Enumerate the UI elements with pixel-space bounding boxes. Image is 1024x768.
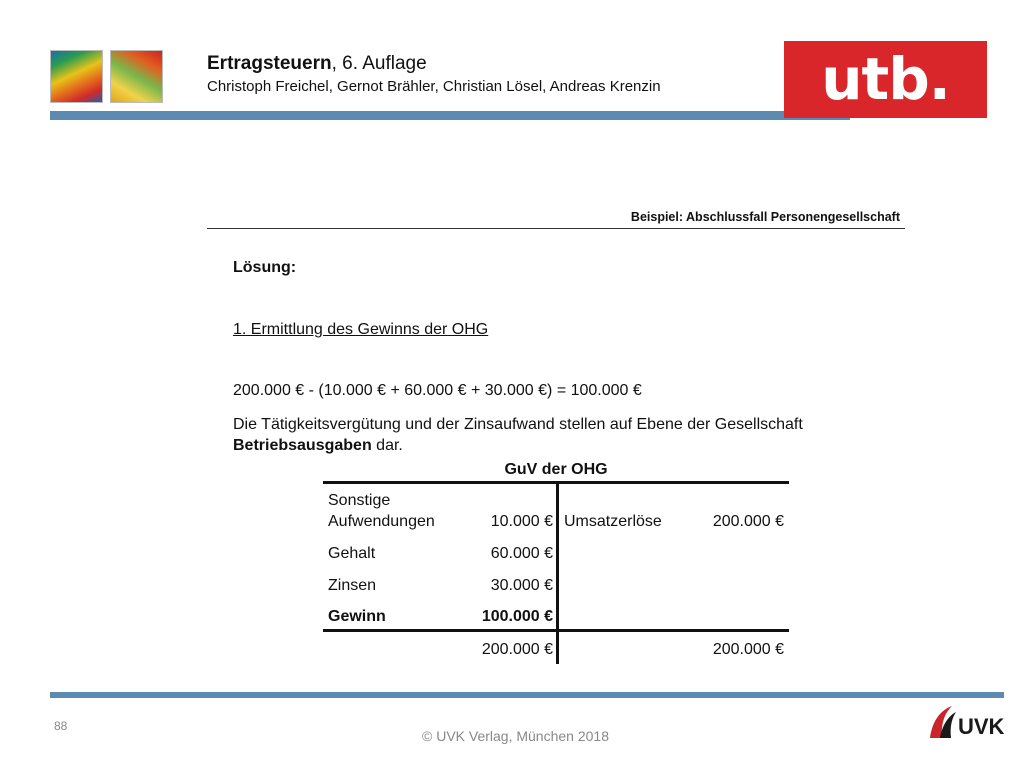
cover-thumbnail-2 [110,50,163,103]
book-title [207,53,427,75]
copyright-notice: © UVK Verlag, München 2018 [422,728,609,744]
guv-row-label [328,490,435,532]
guv-row-amount: 10.000 € [490,513,553,530]
solution-label: Lösung: [233,259,297,276]
guv-row-label-line2: Aufwendungen [328,513,435,530]
utb-logo: utb. [784,41,987,118]
header-divider-bar [50,111,850,120]
explanation-bold-term: Betriebsausgaben [233,437,372,454]
explanation-paragraph [233,414,933,456]
explanation-text-2: dar. [371,437,403,454]
page-number: 88 [54,719,68,733]
guv-row-label: Zinsen [328,577,377,594]
guv-total-line [323,629,789,632]
book-title-bold: Ertragsteuern [207,53,332,74]
profit-formula: 200.000 € - (10.000 € + 60.000 € + 30.000 €) = 100.000 € [233,382,642,399]
guv-right-total: 200.000 € [712,641,784,658]
guv-row-label-line1: Sonstige [328,492,391,509]
cover-thumbnail-1 [50,50,103,103]
book-authors: Christoph Freichel, Gernot Brähler, Christian Lösel, Andreas Krenzin [207,78,661,95]
uvk-logo-text: UVK [958,714,1005,739]
guv-left-total: 200.000 € [481,641,553,658]
guv-profit-label: Gewinn [328,608,386,625]
guv-profit-amount: 100.000 € [481,608,553,625]
book-title-edition: , 6. Auflage [331,53,427,74]
uvk-logo [926,702,1006,742]
footer-divider-bar [50,692,1004,698]
guv-title: GuV der OHG [504,461,608,478]
heading-rule [207,228,905,229]
explanation-text-1: Die Tätigkeitsvergütung und der Zinsaufwand stellen auf Ebene der Gesellschaft [233,416,803,433]
guv-row-amount: 60.000 € [490,545,553,562]
guv-row-label: Umsatzerlöse [564,513,662,530]
guv-row-amount: 200.000 € [712,513,784,530]
example-heading: Beispiel: Abschlussfall Personengesellschaft [630,210,900,224]
step-heading: 1. Ermittlung des Gewinns der OHG [233,321,489,338]
guv-row-label: Gehalt [328,545,376,562]
guv-row-amount: 30.000 € [490,577,553,594]
guv-center-line [556,483,559,664]
